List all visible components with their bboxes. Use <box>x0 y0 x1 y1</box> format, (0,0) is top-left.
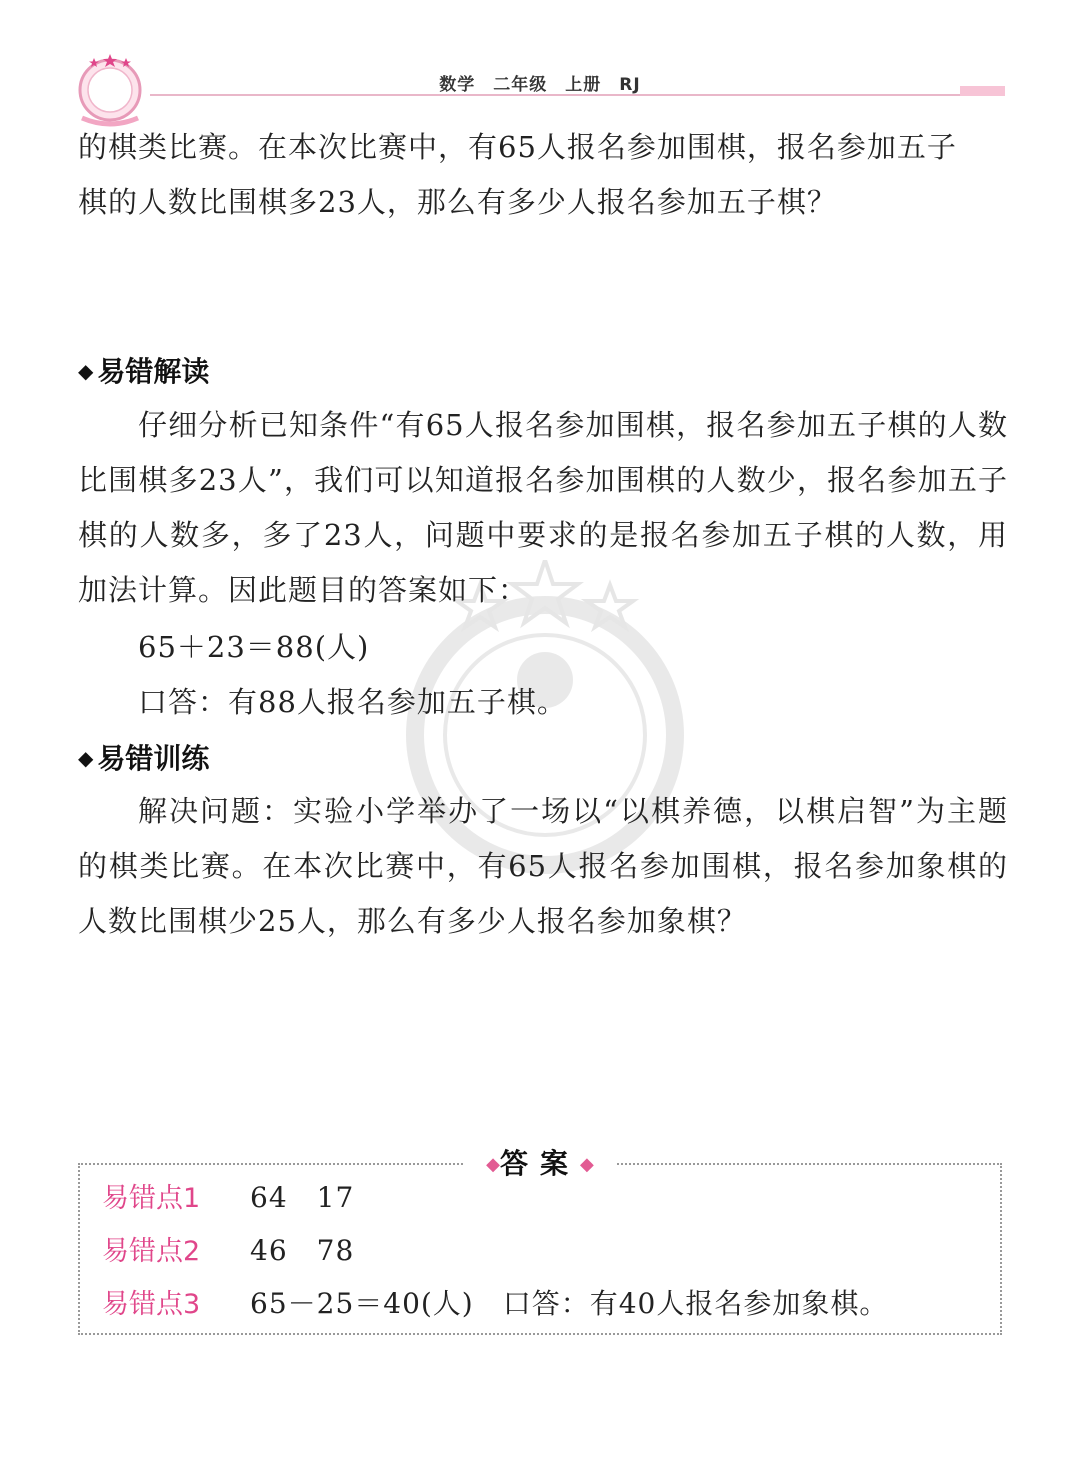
answer-row <box>102 1284 888 1324</box>
analysis-paragraph: 仔细分析已知条件“有65人报名参加围棋，报名参加五子棋的人数比围棋多23人”，我们可以知道报名参加围棋的人数少，报名参加五子棋的人数多，多了23人，问题中要求的是报名参加五子棋的人数，用加法计算。因此题目的答案如下： <box>78 408 1008 607</box>
answer-row <box>102 1178 354 1218</box>
answer-text: 64 17 <box>250 1181 355 1214</box>
answer-label: 易错点1 <box>102 1183 201 1214</box>
answer-text: 65－25＝40(人) 口答：有40人报名参加象棋。 <box>250 1287 889 1320</box>
analysis-formula: 65＋23＝88(人) <box>138 630 370 664</box>
section-heading-label: 易错解读 <box>97 355 210 388</box>
intro-line: 的棋类比赛。在本次比赛中，有65人报名参加围棋，报名参加五子 <box>78 130 957 164</box>
diamond-bullet-icon: ◆ <box>78 746 94 770</box>
answer-label: 易错点3 <box>102 1289 201 1320</box>
intro-text <box>78 120 1008 230</box>
answer-text: 46 78 <box>250 1234 355 1267</box>
answer-box-title <box>465 1144 615 1184</box>
answer-row <box>102 1231 354 1271</box>
answer-title-label: 答案 <box>499 1147 580 1180</box>
section-heading-analysis <box>78 350 209 390</box>
section-heading-label: 易错训练 <box>97 742 210 775</box>
arrow-decoration-icon: ◆ <box>580 1154 594 1175</box>
arrow-decoration-icon: ◆ <box>486 1154 500 1175</box>
analysis-answer: 口答：有88人报名参加五子棋。 <box>138 685 567 719</box>
brand-logo-icon <box>70 48 150 128</box>
section-heading-practice <box>78 737 209 777</box>
page-header-title: 数学 二年级 上册 RJ <box>439 75 641 95</box>
header-accent-bar <box>960 86 1005 96</box>
practice-paragraph: 解决问题：实验小学举办了一场以“以棋养德，以棋启智”为主题的棋类比赛。在本次比赛中，有65人报名参加围棋，报名参加象棋的人数比围棋少25人，那么有多少人报名参加象棋？ <box>78 794 1008 938</box>
diamond-bullet-icon: ◆ <box>78 359 94 383</box>
page-header <box>0 0 1080 110</box>
answer-label: 易错点2 <box>102 1236 201 1267</box>
intro-line: 棋的人数比围棋多23人，那么有多少人报名参加五子棋？ <box>78 185 837 219</box>
